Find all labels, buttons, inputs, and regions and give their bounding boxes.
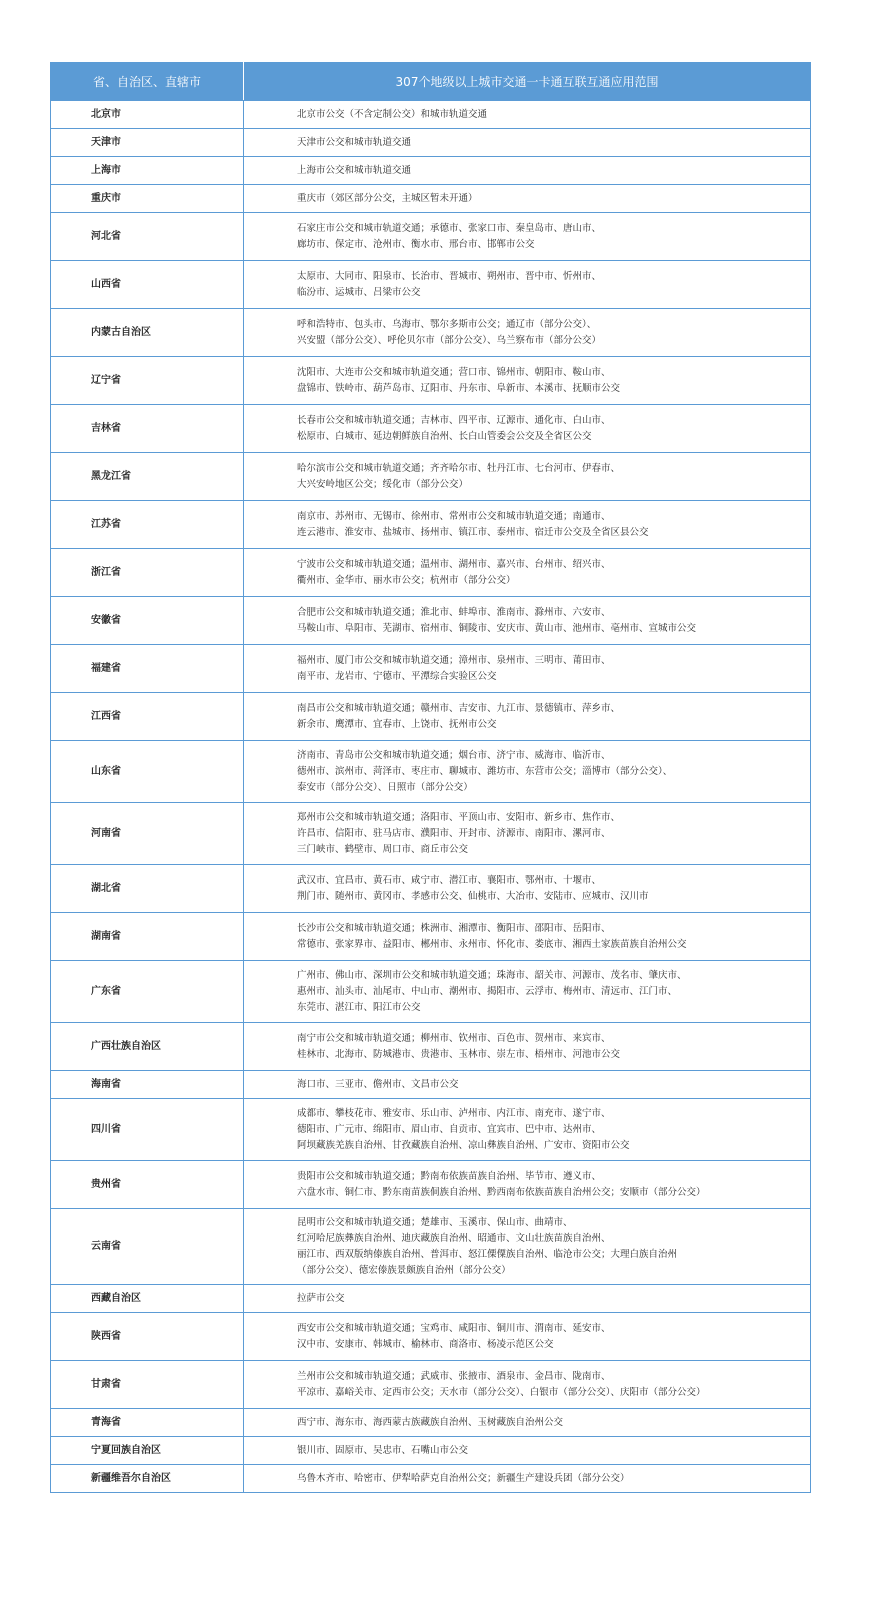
scope-cell: 成都市、攀枝花市、雅安市、乐山市、泸州市、内江市、南充市、遂宁市、 德阳市、广元市、绵阳市、眉山市、自贡市、宜宾市、巴中市、达州市、 阿坝藏族羌族自治州、甘孜藏族自治州、凉山彝族自治州、广安市、资阳市公交 [244,1099,811,1161]
scope-cell: 天津市公交和城市轨道交通 [244,129,811,157]
header-province: 省、自治区、直辖市 [51,63,244,101]
table-row [51,213,811,261]
scope-cell: 海口市、三亚市、儋州市、文昌市公交 [244,1071,811,1099]
scope-cell: 石家庄市公交和城市轨道交通；承德市、张家口市、秦皇岛市、唐山市、 廊坊市、保定市、沧州市、衡水市、邢台市、邯郸市公交 [244,213,811,261]
province-cell: 北京市 [51,101,244,129]
scope-cell: 乌鲁木齐市、哈密市、伊犁哈萨克自治州公交；新疆生产建设兵团（部分公交） [244,1465,811,1493]
scope-cell: 长沙市公交和城市轨道交通；株洲市、湘潭市、衡阳市、邵阳市、岳阳市、 常德市、张家界市、益阳市、郴州市、永州市、怀化市、娄底市、湘西土家族苗族自治州公交 [244,913,811,961]
province-cell: 陕西省 [51,1313,244,1361]
table-row [51,309,811,357]
scope-cell: 兰州市公交和城市轨道交通；武威市、张掖市、酒泉市、金昌市、陇南市、 平凉市、嘉峪关市、定西市公交；天水市（部分公交）、白银市（部分公交）、庆阳市（部分公交） [244,1361,811,1409]
table-row [51,1209,811,1285]
province-cell: 河南省 [51,803,244,865]
province-cell: 宁夏回族自治区 [51,1437,244,1465]
scope-cell: 宁波市公交和城市轨道交通；温州市、湖州市、嘉兴市、台州市、绍兴市、 衢州市、金华市、丽水市公交；杭州市（部分公交） [244,549,811,597]
province-cell: 吉林省 [51,405,244,453]
table-row [51,1409,811,1437]
province-cell: 山西省 [51,261,244,309]
province-cell: 海南省 [51,1071,244,1099]
table-row [51,101,811,129]
province-cell: 湖南省 [51,913,244,961]
province-cell: 河北省 [51,213,244,261]
coverage-table-container [50,62,810,1493]
scope-cell: 北京市公交（不含定制公交）和城市轨道交通 [244,101,811,129]
scope-cell: 福州市、厦门市公交和城市轨道交通；漳州市、泉州市、三明市、莆田市、 南平市、龙岩市、宁德市、平潭综合实验区公交 [244,645,811,693]
province-cell: 甘肃省 [51,1361,244,1409]
table-row [51,501,811,549]
table-row [51,261,811,309]
table-body [51,101,811,1493]
scope-cell: 合肥市公交和城市轨道交通；淮北市、蚌埠市、淮南市、滁州市、六安市、 马鞍山市、阜阳市、芜湖市、宿州市、铜陵市、安庆市、黄山市、池州市、亳州市、宣城市公交 [244,597,811,645]
table-row [51,741,811,803]
province-cell: 青海省 [51,1409,244,1437]
scope-cell: 上海市公交和城市轨道交通 [244,157,811,185]
scope-cell: 南京市、苏州市、无锡市、徐州市、常州市公交和城市轨道交通；南通市、 连云港市、淮安市、盐城市、扬州市、镇江市、泰州市、宿迁市公交及全省区县公交 [244,501,811,549]
table-row [51,1465,811,1493]
scope-cell: 贵阳市公交和城市轨道交通；黔南布依族苗族自治州、毕节市、遵义市、 六盘水市、铜仁市、黔东南苗族侗族自治州、黔西南布依族苗族自治州公交；安顺市（部分公交） [244,1161,811,1209]
scope-cell: 济南市、青岛市公交和城市轨道交通；烟台市、济宁市、威海市、临沂市、 德州市、滨州市、菏泽市、枣庄市、聊城市、潍坊市、东营市公交；淄博市（部分公交）、 泰安市（部分公交）、日照市（部分公交） [244,741,811,803]
table-row [51,129,811,157]
table-row [51,597,811,645]
table-row [51,453,811,501]
table-row [51,693,811,741]
table-row [51,645,811,693]
table-row [51,1437,811,1465]
province-cell: 广东省 [51,961,244,1023]
province-cell: 江苏省 [51,501,244,549]
table-row [51,357,811,405]
province-cell: 云南省 [51,1209,244,1285]
province-cell: 广西壮族自治区 [51,1023,244,1071]
table-header [51,63,811,101]
scope-cell: 郑州市公交和城市轨道交通；洛阳市、平顶山市、安阳市、新乡市、焦作市、 许昌市、信阳市、驻马店市、濮阳市、开封市、济源市、南阳市、漯河市、 三门峡市、鹤壁市、周口市、商丘市公交 [244,803,811,865]
province-cell: 黑龙江省 [51,453,244,501]
table-row [51,1313,811,1361]
table-row [51,1161,811,1209]
table-row [51,157,811,185]
scope-cell: 哈尔滨市公交和城市轨道交通；齐齐哈尔市、牡丹江市、七台河市、伊春市、 大兴安岭地区公交；绥化市（部分公交） [244,453,811,501]
scope-cell: 武汉市、宜昌市、黄石市、咸宁市、潜江市、襄阳市、鄂州市、十堰市、 荆门市、随州市、黄冈市、孝感市公交、仙桃市、大冶市、安陆市、应城市、汉川市 [244,865,811,913]
province-cell: 内蒙古自治区 [51,309,244,357]
scope-cell: 银川市、固原市、吴忠市、石嘴山市公交 [244,1437,811,1465]
province-cell: 山东省 [51,741,244,803]
scope-cell: 南昌市公交和城市轨道交通；赣州市、吉安市、九江市、景德镇市、萍乡市、 新余市、鹰潭市、宜春市、上饶市、抚州市公交 [244,693,811,741]
scope-cell: 重庆市（郊区部分公交，主城区暂未开通） [244,185,811,213]
province-cell: 浙江省 [51,549,244,597]
scope-cell: 昆明市公交和城市轨道交通；楚雄市、玉溪市、保山市、曲靖市、 红河哈尼族彝族自治州、迪庆藏族自治州、昭通市、文山壮族苗族自治州、 丽江市、西双版纳傣族自治州、普洱市、怒江傈僳族自治州、临沧市公交；大理白族自治州 （部分公交）、德宏傣族景颇族自治州（部分公交） [244,1209,811,1285]
province-cell: 福建省 [51,645,244,693]
province-cell: 安徽省 [51,597,244,645]
scope-cell: 太原市、大同市、阳泉市、长治市、晋城市、朔州市、晋中市、忻州市、 临汾市、运城市、吕梁市公交 [244,261,811,309]
province-cell: 四川省 [51,1099,244,1161]
table-row [51,549,811,597]
province-cell: 江西省 [51,693,244,741]
table-row [51,913,811,961]
table-row [51,865,811,913]
scope-cell: 呼和浩特市、包头市、乌海市、鄂尔多斯市公交；通辽市（部分公交）、 兴安盟（部分公交）、呼伦贝尔市（部分公交）、乌兰察布市（部分公交） [244,309,811,357]
table-row [51,1285,811,1313]
scope-cell: 广州市、佛山市、深圳市公交和城市轨道交通；珠海市、韶关市、河源市、茂名市、肇庆市、 惠州市、汕头市、汕尾市、中山市、潮州市、揭阳市、云浮市、梅州市、清远市、江门市、 东莞市、湛江市、阳江市公交 [244,961,811,1023]
province-cell: 上海市 [51,157,244,185]
table-row [51,1071,811,1099]
coverage-table [50,62,811,1493]
province-cell: 西藏自治区 [51,1285,244,1313]
scope-cell: 沈阳市、大连市公交和城市轨道交通；营口市、锦州市、朝阳市、鞍山市、 盘锦市、铁岭市、葫芦岛市、辽阳市、丹东市、阜新市、本溪市、抚顺市公交 [244,357,811,405]
table-row [51,1023,811,1071]
province-cell: 贵州省 [51,1161,244,1209]
province-cell: 湖北省 [51,865,244,913]
table-row [51,185,811,213]
table-row [51,803,811,865]
scope-cell: 长春市公交和城市轨道交通；吉林市、四平市、辽源市、通化市、白山市、 松原市、白城市、延边朝鲜族自治州、长白山管委会公交及全省区公交 [244,405,811,453]
province-cell: 新疆维吾尔自治区 [51,1465,244,1493]
province-cell: 天津市 [51,129,244,157]
table-row [51,1361,811,1409]
scope-cell: 拉萨市公交 [244,1285,811,1313]
scope-cell: 西安市公交和城市轨道交通；宝鸡市、咸阳市、铜川市、渭南市、延安市、 汉中市、安康市、韩城市、榆林市、商洛市、杨凌示范区公交 [244,1313,811,1361]
table-row [51,405,811,453]
scope-cell: 南宁市公交和城市轨道交通；柳州市、钦州市、百色市、贺州市、来宾市、 桂林市、北海市、防城港市、贵港市、玉林市、崇左市、梧州市、河池市公交 [244,1023,811,1071]
header-scope: 307个地级以上城市交通一卡通互联互通应用范围 [244,63,811,101]
province-cell: 重庆市 [51,185,244,213]
scope-cell: 西宁市、海东市、海西蒙古族藏族自治州、玉树藏族自治州公交 [244,1409,811,1437]
province-cell: 辽宁省 [51,357,244,405]
table-row [51,1099,811,1161]
table-row [51,961,811,1023]
